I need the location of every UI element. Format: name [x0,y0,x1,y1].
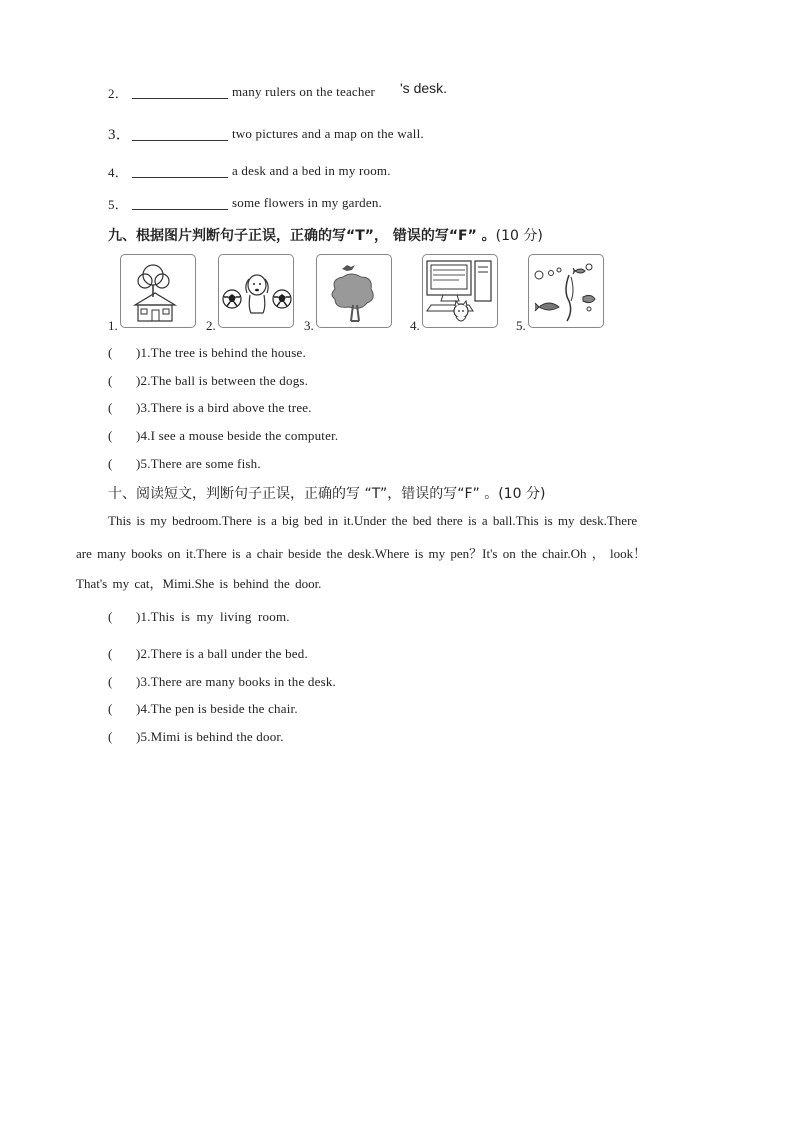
statement-text: )4.The pen is beside the chair. [136,701,298,716]
section-9-title: 九、根据图片判断句子正误，正确的写“T”， 错误的写“F” 。 [108,228,496,244]
answer-bracket[interactable]: ( [108,646,113,661]
answer-bracket[interactable]: ( [108,373,113,388]
statement-text: )2.There is a ball under the bed. [136,646,308,661]
passage-line: This is my bedroom.There is a big bed in it.Under the bed there is a ball.This is my desk.There [108,513,638,528]
item-text: some flowers in my garden. [232,195,382,210]
answer-blank[interactable] [132,98,228,99]
item-number: 5． [108,197,128,212]
answer-bracket[interactable]: ( [108,400,113,415]
answer-bracket[interactable]: ( [108,701,113,716]
statement-text: )2.The ball is between the dogs. [136,373,309,388]
dog-balls-icon [218,254,294,328]
answer-blank[interactable] [132,177,228,178]
statement-text: )1.The tree is behind the house. [136,345,306,360]
statement-text: )5.There are some fish. [136,456,261,471]
statement-text: )3.There are many books in the desk. [136,674,336,689]
statement-text: )5.Mimi is behind the door. [136,729,284,744]
item-text: two pictures and a map on the wall. [232,126,424,141]
picture-number: 2. [206,318,216,333]
item-number: 4． [108,165,128,180]
bird-tree-icon [316,254,392,328]
passage-line: are many books on it.There is a chair beside the desk.Where is my pen？It's on the chair.Oh ， look！ [76,546,647,561]
passage-line: That's my cat，Mimi.She is behind the door. [76,576,322,591]
answer-bracket[interactable]: ( [108,729,113,744]
section-9-points: (10 分) [495,228,543,244]
statement-text: )4.I see a mouse beside the computer. [136,428,339,443]
computer-cat-icon [422,254,498,328]
answer-bracket[interactable]: ( [108,674,113,689]
statement-text: )3.There is a bird above the tree. [136,400,312,415]
answer-blank[interactable] [132,209,228,210]
picture-number: 1. [108,318,118,333]
section-10-heading [108,483,545,503]
picture-number: 4. [410,318,420,333]
fish-water-icon [528,254,604,328]
answer-bracket[interactable]: ( [108,456,113,471]
item-tail: 's desk. [400,80,448,96]
item-text: a desk and a bed in my room. [232,163,391,178]
section-10-points: (10 分) [498,486,546,502]
answer-bracket[interactable]: ( [108,609,113,624]
section-10-title: 十、阅读短文，判断句子正误，正确的写 “T”，错误的写“F” 。 [108,486,499,502]
item-number: 2． [108,86,128,101]
item-text: many rulers on the teacher [232,84,376,99]
answer-bracket[interactable]: ( [108,345,113,360]
picture-number: 3. [304,318,314,333]
house-tree-icon [120,254,196,328]
section-9-heading [108,225,543,245]
answer-bracket[interactable]: ( [108,428,113,443]
statement-text: )1.This is my living room. [136,609,290,624]
picture-number: 5. [516,318,526,333]
answer-blank[interactable] [132,140,228,141]
item-number: 3． [108,127,131,143]
